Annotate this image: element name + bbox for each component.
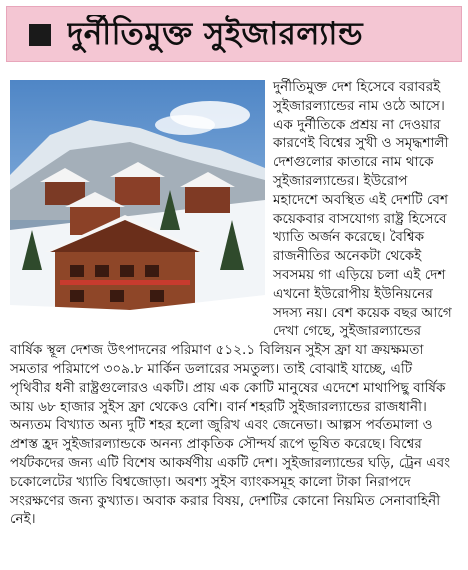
headline-title: দুর্নীতিমুক্ত সুইজারল্যান্ড: [67, 16, 364, 52]
article-text: দুর্নীতিমুক্ত দেশ হিসেবে বরাবরই সুইজারল্যান্ডের নাম ওঠে আসে। এক দুর্নীতিকে প্রশ্রয় না দেওয়ার কারণেই বিশ্বের সুখী ও সমৃদ্ধশালী দেশগুলোর কাতারে নাম থাকে সুইজারল্যান্ডের। ইউরোপ মহাদেশে অবস্থিত এই দেশটি বেশ কয়েকবার বাসযোগ্য রাষ্ট্র হিসেবে খ্যাতি অর্জন করেছে। বৈশ্বিক রাজনীতির অনেকটা থেকেই সবসময় গা এড়িয়ে চলা এই দেশ এখনো ইউরোপীয় ইউনিয়নের সদস্য নয়। বেশ কয়েক বছর আগে দেখা গেছে, সুইজারল্যান্ডের বার্ষিক স্থূল দেশজ উৎপাদনের পরিমাণ ৫১২.১ বিলিয়ন সুইস ফ্রা যা ক্রয়ক্ষমতা সমতার পরিমাপে ৩০৯.৮ মার্কিন ডলারের সমতুল্য। তাই বোঝাই যাচ্ছে, এটি পৃথিবীর ধনী রাষ্ট্রগুলোরও একটি। প্রায় এক কোটি মানুষের এদেশে মাথাপিছু বার্ষিক আয় ৬৮ হাজার সুইস ফ্রা থেকেও বেশি। বার্ন শহরটি সুইজারল্যান্ডের রাজধানী। অন্যতম বিখ্যাত অন্য দুটি শহর হলো জুরিখ এবং জেনেভা। আল্পস পর্বতমালা ও প্রশস্ত হ্রদ সুইজারল্যান্ডকে অনন্য প্রাকৃতিক সৌন্দর্য রূপে ভূষিত করেছে। বিশ্বের পর্যটকদের জন্য এটি বিশেষ আকর্ষণীয় একটি দেশ। সুইজারল্যান্ডের ঘড়ি, ট্রেন এবং চকোলেটের খ্যাতি বিশ্বজোড়া। অবশ্য সুইস ব্যাংকসমূহ কালো টাকা নিরাপদে সংরক্ষণের জন্য কুখ্যাত। অবাক করার বিষয়, দেশটির কোনো নিয়মিত সেনাবাহিনী নেই।: [10, 79, 452, 528]
black-square-icon: [29, 24, 51, 46]
article-body: [10, 78, 456, 529]
headline-banner: [6, 6, 462, 62]
